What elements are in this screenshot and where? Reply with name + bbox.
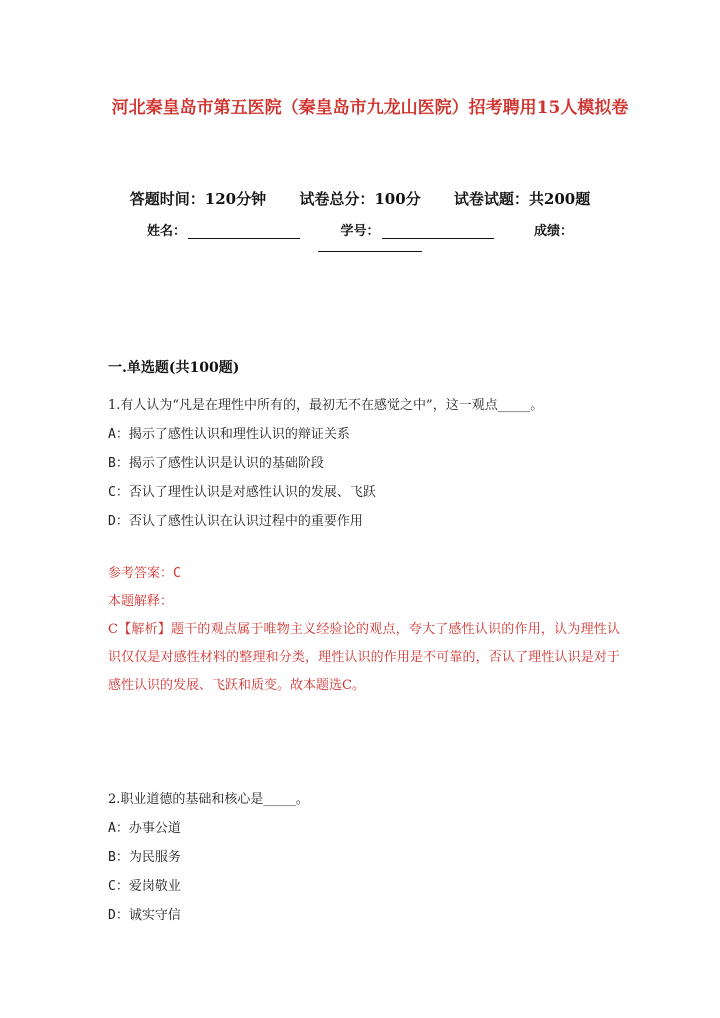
option-d: D：否认了感性认识在认识过程中的重要作用	[108, 514, 363, 529]
total-score: 试卷总分：100分	[299, 190, 421, 208]
exam-meta	[0, 188, 720, 209]
answer-block-1	[108, 560, 620, 700]
explanation-label: 本题解释：	[108, 594, 174, 609]
option-a: A：办事公道	[108, 821, 181, 836]
explanation-text: C【解析】题干的观点属于唯物主义经验论的观点，夸大了感性认识的作用，认为理性认识仅仅是对感性材料的整理和分类，理性认识的作用是不可靠的，否认了理性认识是对于感性认识的发展、飞跃和质变。故本题选C。	[108, 622, 620, 693]
section-title: 一.单选题(共100题)	[108, 360, 240, 376]
option-c: C：否认了理性认识是对感性认识的发展、飞跃	[108, 485, 376, 500]
name-label: 姓名：	[146, 224, 186, 239]
question-2	[108, 786, 618, 930]
option-a: A：揭示了感性认识和理性认识的辩证关系	[108, 427, 350, 442]
page-title: 河北秦皇岛市第五医院（秦皇岛市九龙山医院）招考聘用15人模拟卷	[111, 98, 629, 118]
id-label: 学号：	[340, 224, 380, 239]
exam-time: 答题时间：120分钟	[129, 190, 267, 208]
question-stem: 2.职业道德的基础和核心是_____。	[108, 792, 309, 807]
score-label: 成绩：	[534, 224, 574, 239]
name-blank	[188, 224, 300, 239]
score-field	[534, 220, 573, 239]
question-count: 试卷试题：共200题	[453, 190, 591, 208]
question-stem: 1.有人认为“凡是在理性中所有的，最初无不在感觉之中”，这一观点_____。	[108, 398, 544, 413]
reference-answer: 参考答案：C	[108, 566, 181, 581]
score-blank	[318, 251, 422, 252]
option-b: B：揭示了感性认识是认识的基础阶段	[108, 456, 324, 471]
option-c: C：爱岗敬业	[108, 879, 181, 894]
id-field	[340, 220, 493, 239]
option-d: D：诚实守信	[108, 908, 181, 923]
question-1	[108, 392, 618, 536]
id-blank	[382, 224, 494, 239]
name-field	[147, 220, 300, 239]
option-b: B：为民服务	[108, 850, 181, 865]
student-fields	[0, 220, 720, 239]
